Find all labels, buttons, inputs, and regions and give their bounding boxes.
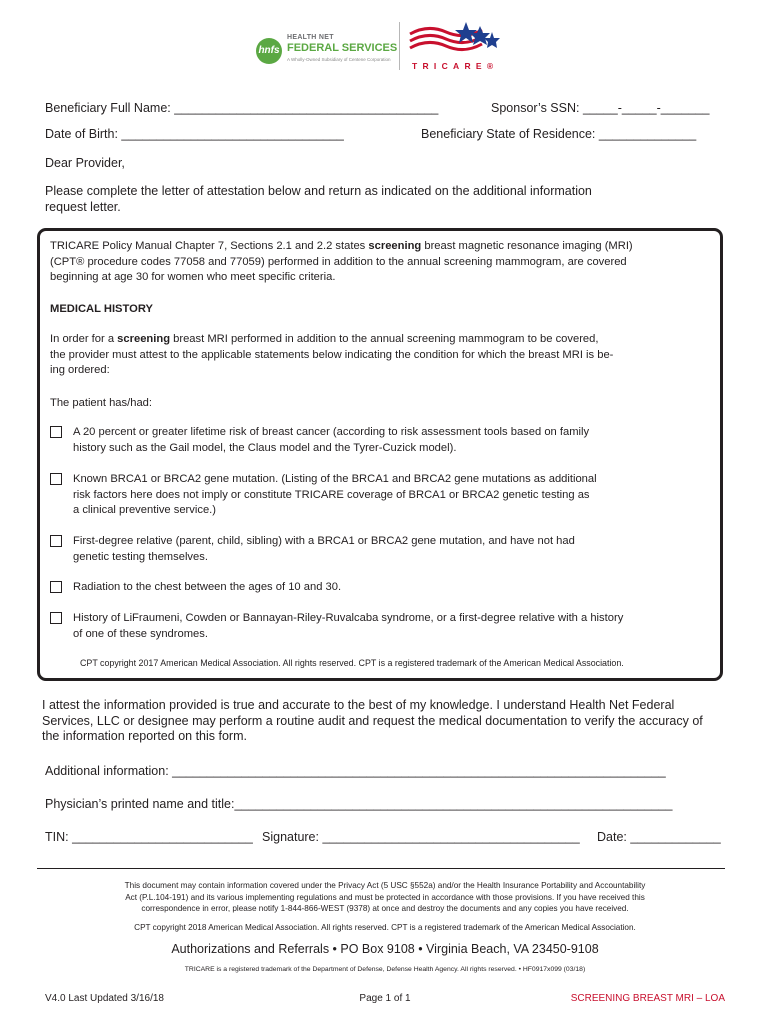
date-field[interactable]: Date: _____________ [597,830,721,844]
hnfs-logo-badge: hnfs [256,38,282,64]
criteria-line: a clinical preventive service.) [73,504,217,516]
history-line1 [50,332,715,348]
hnfs-logo-tagline: A Wholly-Owned Subsidiary of Centene Corporation [287,57,391,62]
criteria-line: History of LiFraumeni, Cowden or Bannayan-Riley-Ruvalcaba syndrome, or a first-degree relative with a history [73,612,624,624]
history-line3: ing ordered: [50,364,110,376]
privacy-line3: correspondence in error, please notify 1-844-866-WEST (9378) at once and destroy the documents and any copies you have received. [141,904,629,913]
hnfs-logo-line2: FEDERAL SERVICES [287,42,398,54]
history-line1-a: In order for a [50,333,118,345]
checkbox[interactable] [50,612,62,624]
criteria-line: genetic testing themselves. [73,550,208,563]
policy-line3: beginning at age 30 for women who meet specific criteria. [50,271,336,283]
criteria-item-first-degree-relative[interactable] [50,534,715,566]
signature-field[interactable]: Signature: _____________________________________ [262,830,580,844]
form-title: SCREENING BREAST MRI – LOA [570,993,725,1004]
criteria-line: A 20 percent or greater lifetime risk of breast cancer (according to risk assessment tools based on family [73,426,590,438]
criteria-text [73,611,713,642]
criteria-item-syndrome-history[interactable] [50,611,715,643]
instructions-line2: request letter. [45,199,121,214]
criteria-line: Radiation to the chest between the ages of 10 and 30. [73,581,342,593]
additional-information-field[interactable]: Additional information: _______________________________________________________________________ [45,764,666,778]
policy-statement [50,239,715,286]
checkbox[interactable] [50,426,62,438]
history-line2: the provider must attest to the applicable statements below indicating the condition for which the breast MRI is be- [50,348,614,361]
criteria-line: risk factors here does not imply or constitute TRICARE coverage of BRCA1 or BRCA2 genetic testing as [73,488,590,501]
cpt-copyright-2018: CPT copyright 2018 American Medical Association. All rights reserved. CPT is a registered trademark of the American Medical Association. [134,923,636,932]
sponsor-ssn-field[interactable]: Sponsor’s SSN: _____-_____-_______ [491,101,710,115]
hnfs-logo [256,28,398,70]
policy-line1-c: breast magnetic resonance imaging (MRI) [421,240,633,252]
beneficiary-name-field[interactable]: Beneficiary Full Name: ______________________________________ [45,101,439,115]
policy-line1-a: TRICARE Policy Manual Chapter 7, Sections 2.1 and 2.2 states [50,240,369,252]
history-line1-emphasis: screening [117,333,171,345]
criteria-line: First-degree relative (parent, child, sibling) with a BRCA1 or BRCA2 gene mutation, and have not had [73,535,575,547]
checkbox[interactable] [50,535,62,547]
checkbox[interactable] [50,581,62,593]
criteria-text [73,472,713,519]
instructions-line1: Please complete the letter of attestation below and return as indicated on the additional information [45,184,592,198]
criteria-text [73,425,713,456]
state-of-residence-field[interactable]: Beneficiary State of Residence: ______________ [421,127,697,141]
policy-line1 [50,239,715,255]
tricare-flag-icon [408,20,500,60]
hnfs-logo-line1: HEALTH NET [287,34,334,41]
salutation: Dear Provider, [45,156,125,170]
criteria-line: Known BRCA1 or BRCA2 gene mutation. (Listing of the BRCA1 and BRCA2 gene mutations as additional [73,473,597,485]
footer-divider [37,868,725,869]
criteria-item-lifetime-risk[interactable] [50,425,715,459]
tricare-trademark: TRICARE is a registered trademark of the Department of Defense, Defense Health Agency. All rights reserved. • HF0917x099 (03/18) [184,966,586,973]
criteria-text [73,580,713,596]
version-label: V4.0 Last Updated 3/16/18 [45,993,164,1004]
tricare-wordmark: TRICARE® [412,61,499,71]
history-line1-c: breast MRI performed in addition to the annual screening mammogram to be covered, [170,333,599,345]
attest-line1: I attest the information provided is true and accurate to the best of my knowledge. I understand Health Net Federal [42,698,675,712]
attest-line3: the information reported on this form. [42,729,247,743]
tin-field[interactable]: TIN: __________________________ [45,830,253,844]
logo-divider [399,22,400,70]
privacy-line1: This document may contain information covered under the Privacy Act (5 USC §552a) and/or the Health Insurance Portability and Accountability [124,881,646,890]
tricare-logo [408,20,500,74]
checkbox[interactable] [50,473,62,485]
patient-has-label: The patient has/had: [50,397,153,409]
policy-line1-emphasis: screening [368,240,422,252]
medical-history-heading: MEDICAL HISTORY [50,303,153,315]
date-of-birth-field[interactable]: Date of Birth: ________________________________ [45,127,344,141]
policy-line2: (CPT® procedure codes 77058 and 77059) performed in addition to the annual screening mammogram, are covered [50,255,627,268]
criteria-line: history such as the Gail model, the Claus model and the Tyrer-Cuzick model). [73,441,457,454]
mailing-address: Authorizations and Referrals • PO Box 9108 • Virginia Beach, VA 23450-9108 [171,942,599,956]
criteria-item-brca-mutation[interactable] [50,472,715,520]
cpt-copyright-2017: CPT copyright 2017 American Medical Association. All rights reserved. CPT is a registered trademark of the American Medical Association. [80,658,624,668]
page-number: Page 1 of 1 [359,993,411,1004]
criteria-text [73,534,713,565]
criteria-line: of one of these syndromes. [73,627,208,640]
instructions [45,184,725,215]
medical-history-text [50,332,715,379]
criteria-item-chest-radiation[interactable] [50,580,715,596]
physician-name-field[interactable]: Physician’s printed name and title:_______________________________________________________________ [45,797,673,811]
attestation-statement [42,698,732,745]
attest-line2: Services, LLC or designee may perform a routine audit and request the medical documentation to verify the accuracy of [42,713,703,728]
privacy-notice [40,880,730,915]
privacy-line2: Act (P.L.104-191) and its various implementing regulations and must be protected in accordance with those provisions. If you have received this [125,892,645,902]
